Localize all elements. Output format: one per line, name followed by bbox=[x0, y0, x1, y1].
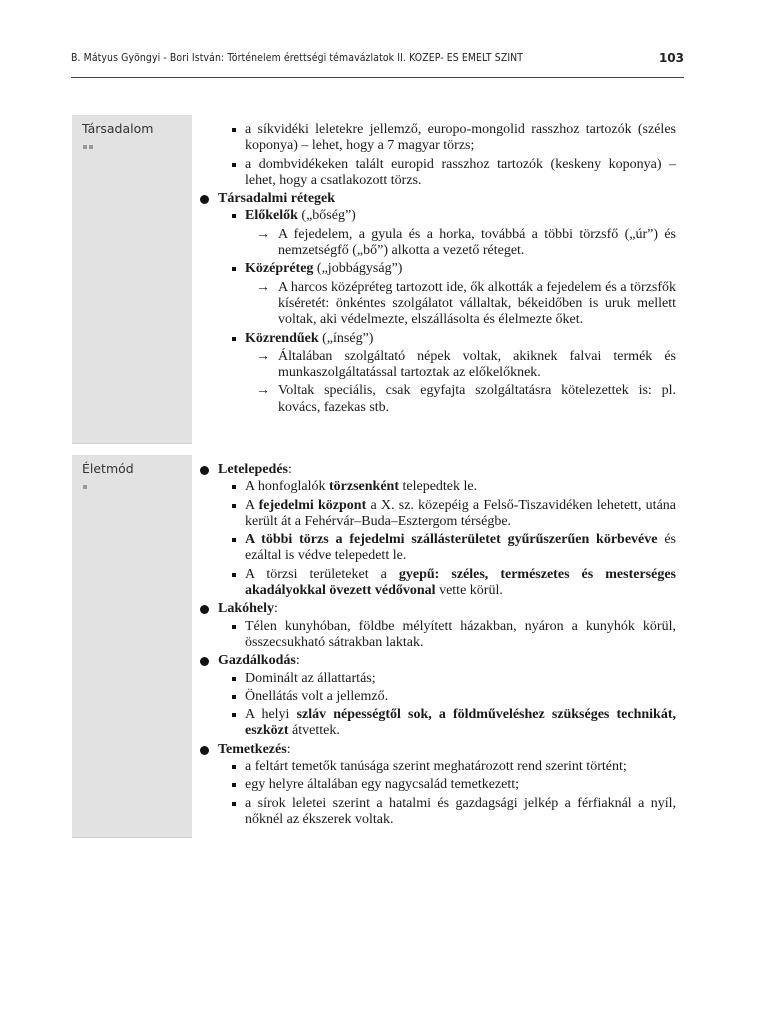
round-bullet-icon bbox=[200, 466, 209, 475]
square-bullet-icon bbox=[232, 573, 236, 577]
list-item: a sírok leletei szerint a hatalmi és gazdagsági jelkép a férfiaknál a nyíl, nőknél az ékszerek voltak. bbox=[198, 796, 676, 829]
sidebar-marker bbox=[83, 485, 89, 489]
list-item: A törzsi területeket a gyepű: széles, természetes és mesterséges akadályokkal övezett védővonal vette körül. bbox=[198, 567, 676, 600]
sidebar-divider bbox=[72, 443, 192, 444]
square-bullet-icon bbox=[232, 485, 236, 489]
square-bullet-icon bbox=[232, 783, 236, 787]
sidebar-tarsadalom bbox=[72, 115, 192, 443]
square-bullet-icon bbox=[232, 713, 236, 717]
square-bullet-icon bbox=[232, 337, 236, 341]
list-item: → Általában szolgáltató népek voltak, akiknek falvai termék és munkaszolgáltatással tartoztak az előkelőknek. bbox=[256, 348, 676, 381]
header-rule bbox=[71, 77, 684, 78]
list-item: Előkelők („bőség”) bbox=[198, 208, 676, 224]
list-item: Társadalmi rétegek bbox=[198, 191, 676, 207]
list-item: Önellátás volt a jellemző. bbox=[198, 689, 676, 705]
page-number: 103 bbox=[658, 51, 684, 65]
list-item: a feltárt temetők tanúsága szerint meghatározott rend szerint történt; bbox=[198, 759, 676, 775]
list-item: A helyi szláv népességtől sok, a földműveléshez szükséges technikát, eszközt átvettek. bbox=[198, 707, 676, 740]
list-item: egy helyre általában egy nagycsalád temetkezett; bbox=[198, 777, 676, 793]
list-item: Dominált az állattartás; bbox=[198, 671, 676, 687]
round-bullet-icon bbox=[200, 195, 209, 204]
list-item: Lakóhely: bbox=[198, 601, 676, 617]
square-bullet-icon bbox=[232, 625, 236, 629]
sidebar-title: Társadalom bbox=[82, 121, 154, 136]
section-eletmod bbox=[198, 462, 676, 830]
square-bullet-icon bbox=[232, 802, 236, 806]
square-bullet-icon bbox=[232, 163, 236, 167]
square-bullet-icon bbox=[232, 695, 236, 699]
list-item: A fejedelmi központ a X. sz. közepéig a Felső-Tiszavidéken lehetett, utána került át a Fehérvár–Buda–Esztergom térségbe. bbox=[198, 498, 676, 531]
square-bullet-icon bbox=[232, 677, 236, 681]
arrow-right-icon: → bbox=[256, 279, 270, 295]
square-bullet-icon bbox=[232, 267, 236, 271]
list-item: a síkvidéki leletekre jellemző, europo-mongolid rasszhoz tartozók (széles koponya) – lehet, hogy a 7 magyar törzs; bbox=[198, 122, 676, 155]
round-bullet-icon bbox=[200, 746, 209, 755]
square-bullet-icon bbox=[232, 214, 236, 218]
list-item: Közrendűek („ínség”) bbox=[198, 331, 676, 347]
list-item: A honfoglalók törzsenként telepedtek le. bbox=[198, 479, 676, 495]
arrow-right-icon: → bbox=[256, 226, 270, 242]
round-bullet-icon bbox=[200, 657, 209, 666]
sidebar-eletmod bbox=[72, 455, 192, 837]
running-header: B. Mátyus Gyöngyi - Bori István: Történelem érettségi témavázlatok II. KOZEP- ES EMELT SZINT bbox=[71, 52, 524, 64]
list-item: → Voltak speciális, csak egyfajta szolgáltatásra kötelezettek is: pl. kovács, fazekas stb. bbox=[256, 383, 676, 415]
list-item: Temetkezés: bbox=[198, 742, 676, 758]
list-item: a dombvidékeken talált europid rasszhoz tartozók (keskeny koponya) – lehet, hogy a csatlakozott törzs. bbox=[198, 157, 676, 190]
list-item: A többi törzs a fejedelmi szállásterületet gyűrűszerűen körbevéve és ezáltal is védve telepedett le. bbox=[198, 532, 676, 565]
list-item: → A fejedelem, a gyula és a horka, továbbá a többi törzsfő („úr”) és nemzetségfő („bő”) alkotta a vezető réteget. bbox=[256, 226, 676, 259]
list-item: → A harcos középréteg tartozott ide, ők alkották a fejedelem és a törzsfők kíséretét: önkéntes szolgálatot vállaltak, békeidőben is uruk mellett voltak, aki védelmezte, elszállásolta és élelmezte őket. bbox=[256, 279, 676, 328]
sidebar-divider bbox=[72, 837, 192, 838]
list-item: Középréteg („jobbágyság”) bbox=[198, 261, 676, 277]
square-bullet-icon bbox=[232, 538, 236, 542]
sidebar-marker bbox=[83, 145, 95, 149]
arrow-right-icon: → bbox=[256, 348, 270, 364]
square-bullet-icon bbox=[232, 504, 236, 508]
round-bullet-icon bbox=[200, 605, 209, 614]
arrow-right-icon: → bbox=[256, 383, 270, 399]
list-item: Letelepedés: bbox=[198, 462, 676, 478]
sidebar-title: Életmód bbox=[82, 461, 134, 476]
list-item: Télen kunyhóban, földbe mélyített házakban, nyáron a kunyhók körül, összecsukható sátrakban laktak. bbox=[198, 619, 676, 652]
square-bullet-icon bbox=[232, 765, 236, 769]
list-item: Gazdálkodás: bbox=[198, 653, 676, 669]
square-bullet-icon bbox=[232, 128, 236, 132]
section-tarsadalom bbox=[198, 122, 676, 418]
